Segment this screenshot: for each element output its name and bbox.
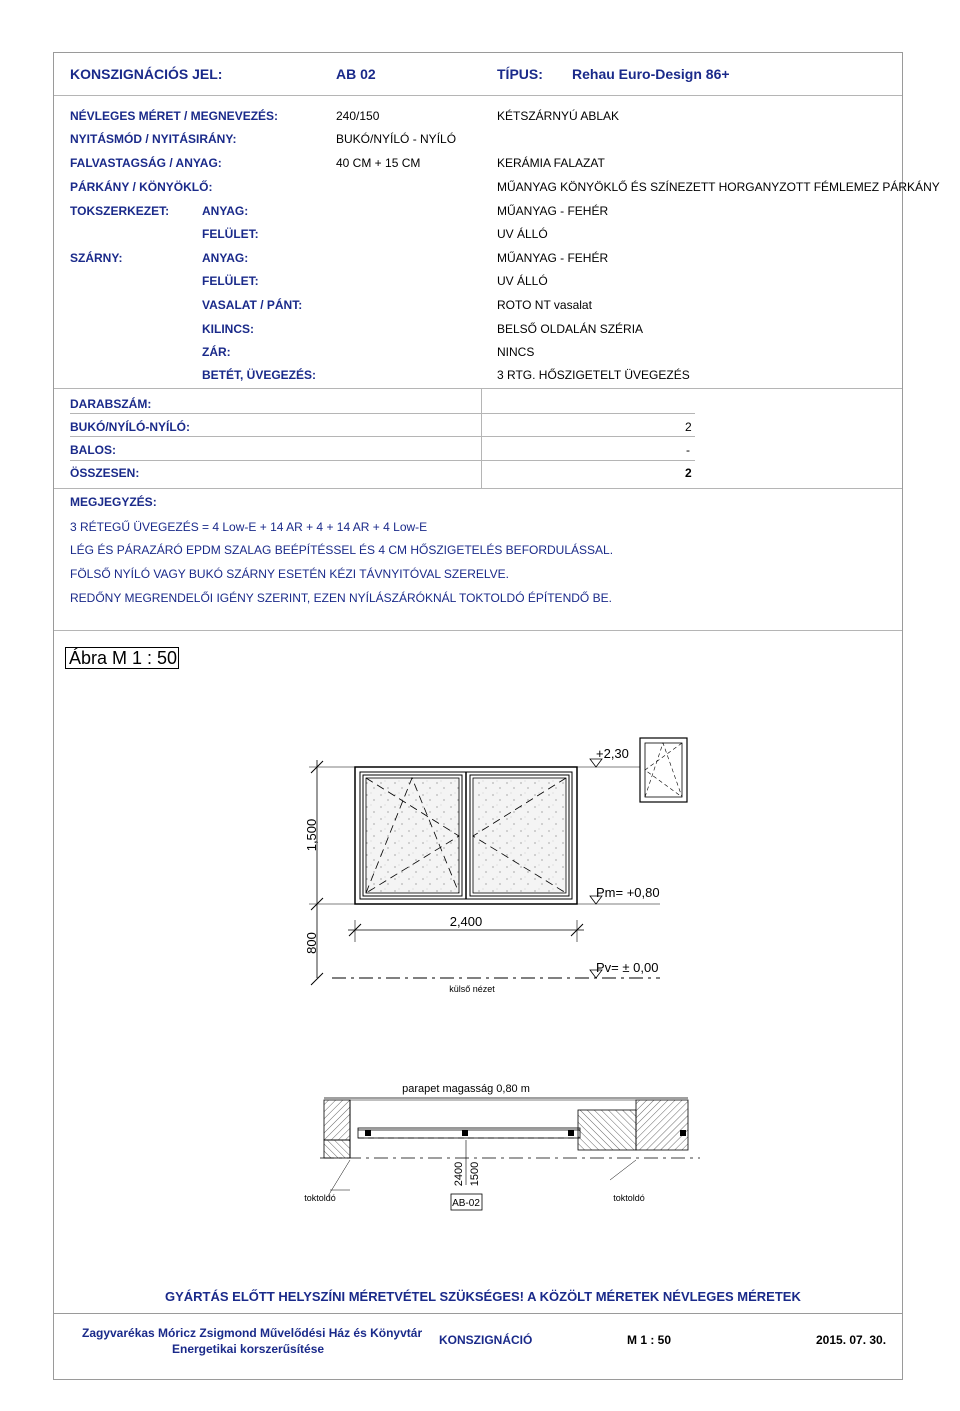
darabszam-buko-label: BUKÓ/NYÍLÓ-NYÍLÓ: <box>70 420 190 434</box>
footer-divider <box>54 1313 902 1314</box>
vasalat-value: ROTO NT vasalat <box>497 298 592 312</box>
spec-label-meret: NÉVLEGES MÉRET / MEGNEVEZÉS: <box>70 109 279 123</box>
tok-anyag-value: MŰANYAG - FEHÉR <box>497 204 609 218</box>
project-name-line2: Energetikai korszerűsítése <box>172 1342 325 1356</box>
spec-extra-meret: KÉTSZÁRNYÚ ABLAK <box>497 109 620 123</box>
darabszam-buko-value: 2 <box>685 420 692 434</box>
spec-label-fal: FALVASTAGSÁG / ANYAG: <box>70 156 222 170</box>
zar-label: ZÁR: <box>202 345 231 359</box>
darabszam-title: DARABSZÁM: <box>70 397 152 411</box>
szarny-label: SZÁRNY: <box>70 251 123 265</box>
kulso-nezet-label: külső nézet <box>449 984 495 994</box>
spec-label-parkany: PÁRKÁNY / KÖNYÖKLŐ: <box>70 180 213 194</box>
pv-level-label: Pv= ± 0,00 <box>596 960 659 975</box>
plan-width-label: 2400 <box>453 1161 465 1187</box>
project-name-line1: Zagyvarékas Móricz Zsigmond Művelődési Ház és Könyvtár <box>82 1326 423 1340</box>
szarny-anyag-label: ANYAG: <box>202 251 249 265</box>
kilincs-value: BELSŐ OLDALÁN SZÉRIA <box>497 322 644 336</box>
vasalat-label: VASALAT / PÁNT: <box>202 298 303 312</box>
tok-felulet-value: UV ÁLLÓ <box>497 227 548 241</box>
plan-section <box>320 1098 700 1196</box>
megjegyzes-line: REDŐNY MEGRENDELŐI IGÉNY SZERINT, EZEN NYÍLÁSZÁRÓKNÁL TOKTOLDÓ ÉPÍTENDŐ BE. <box>70 591 612 605</box>
scale-box: Ábra M 1 : 50 <box>65 647 179 669</box>
window-elevation <box>355 767 577 904</box>
darabszam-osszesen-value: 2 <box>685 466 692 480</box>
szarny-felulet-label: FELÜLET: <box>202 274 259 288</box>
tokszerkezet-label: TOKSZERKEZET: <box>70 204 170 218</box>
height-dimension-label: 1,500 <box>304 818 319 852</box>
darabszam-osszesen-label: ÖSSZESEN: <box>70 466 140 480</box>
darabszam-balos-label: BALOS: <box>70 443 116 457</box>
tok-felulet-label: FELÜLET: <box>202 227 259 241</box>
parapet-dimension-label: 800 <box>304 932 319 954</box>
spec-extra-fal: KERÁMIA FALAZAT <box>497 156 605 170</box>
parapet-height-label: parapet magasság 0,80 m <box>402 1083 530 1095</box>
toktoldo-left-label: toktoldó <box>304 1193 336 1203</box>
window-thumbnail <box>640 738 687 802</box>
plan-height-label: 1500 <box>469 1161 481 1187</box>
tipus-value: Rehau Euro-Design 86+ <box>572 66 730 82</box>
szarny-anyag-value: MŰANYAG - FEHÉR <box>497 251 609 265</box>
megjegyzes-title: MEGJEGYZÉS: <box>70 495 157 509</box>
footer-scale: M 1 : 50 <box>627 1333 672 1347</box>
konszignacio-label: KONSZIGNÁCIÓS JEL: <box>70 66 223 82</box>
darabszam-balos-value: - <box>686 443 690 457</box>
betet-value: 3 RTG. HŐSZIGETELT ÜVEGEZÉS <box>497 368 690 382</box>
doc-type: KONSZIGNÁCIÓ <box>439 1333 533 1347</box>
szarny-felulet-value: UV ÁLLÓ <box>497 274 548 288</box>
betet-label: BETÉT, ÜVEGEZÉS: <box>202 368 317 382</box>
tok-anyag-label: ANYAG: <box>202 204 249 218</box>
zar-value: NINCS <box>497 345 535 359</box>
megjegyzes-line: LÉG ÉS PÁRAZÁRÓ EPDM SZALAG BEÉPÍTÉSSEL ÉS 4 CM HŐSZIGETELÉS BEFORDULÁSSAL. <box>70 543 614 557</box>
megjegyzes-line: FÖLSŐ NYÍLÓ VAGY BUKÓ SZÁRNY ESETÉN KÉZI TÁVNYITÓVAL SZERELVE. <box>70 567 510 581</box>
toktoldo-right-label: toktoldó <box>613 1193 645 1203</box>
spec-value-meret: 240/150 <box>336 109 380 123</box>
tipus-label: TÍPUS: <box>497 66 543 82</box>
width-dimension-label: 2,400 <box>449 914 483 929</box>
kilincs-label: KILINCS: <box>202 322 254 336</box>
spec-label-nyitasmod: NYITÁSMÓD / NYITÁSIRÁNY: <box>70 132 237 146</box>
footer-date: 2015. 07. 30. <box>816 1333 887 1347</box>
megjegyzes-line: 3 RÉTEGŰ ÜVEGEZÉS = 4 Low-E + 14 AR + 4 + 14 AR + 4 Low-E <box>70 520 428 534</box>
plan-tag-label: AB-02 <box>452 1198 480 1209</box>
pm-level-label: Pm= +0,80 <box>596 885 660 900</box>
top-level-label: +2,30 <box>596 746 629 761</box>
konszignacio-value: AB 02 <box>336 66 376 82</box>
spec-extra-parkany: MŰANYAG KÖNYÖKLŐ ÉS SZÍNEZETT HORGANYZOTT FÉMLEMEZ PÁRKÁNY <box>497 180 940 194</box>
manufacturing-notice: GYÁRTÁS ELŐTT HELYSZÍNI MÉRETVÉTEL SZÜKSÉGES! A KÖZÖLT MÉRETEK NÉVLEGES MÉRETEK <box>165 1289 801 1304</box>
spec-value-fal: 40 CM + 15 CM <box>336 156 421 170</box>
spec-value-nyitasmod: BUKÓ/NYÍLÓ - NYÍLÓ <box>336 132 457 146</box>
